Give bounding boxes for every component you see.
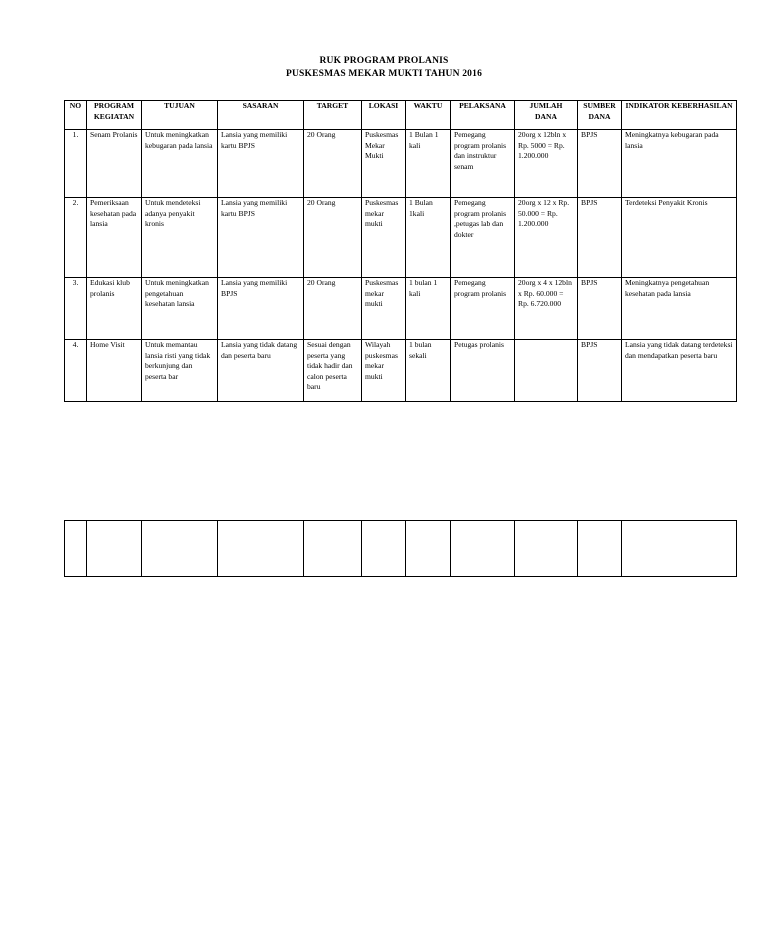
- ruk-table: [64, 100, 737, 402]
- cell-tujuan: Untuk meningkatkan pengetahuan kesehatan lansia: [142, 278, 218, 340]
- empty-cell: [304, 521, 362, 577]
- empty-cell: [87, 521, 142, 577]
- table-row: [65, 130, 737, 198]
- cell-indikator: Lansia yang tidak datang terdeteksi dan mendapatkan peserta baru: [622, 340, 737, 402]
- cell-waktu: 1 Bulan 1 kali: [406, 130, 451, 198]
- cell-sumber-dana: BPJS: [578, 198, 622, 278]
- cell-jumlah-dana: [515, 340, 578, 402]
- cell-jumlah-dana: 20org x 12 x Rp. 50.000 = Rp. 1.200.000: [515, 198, 578, 278]
- cell-sasaran: Lansia yang memiliki kartu BPJS: [218, 198, 304, 278]
- cell-tujuan: Untuk meningkatkan kebugaran pada lansia: [142, 130, 218, 198]
- cell-jumlah-dana: 20org x 12bln x Rp. 5000 = Rp. 1.200.000: [515, 130, 578, 198]
- empty-cell: [65, 521, 87, 577]
- empty-table-row: [65, 521, 737, 577]
- header-program-kegiatan: PROGRAM KEGIATAN: [87, 101, 142, 130]
- table-row: [65, 278, 737, 340]
- cell-lokasi: Puskesmas Mekar Mukti: [362, 130, 406, 198]
- header-jumlah-dana: JUMLAH DANA: [515, 101, 578, 130]
- cell-sasaran: Lansia yang memiliki kartu BPJS: [218, 130, 304, 198]
- cell-waktu: 1 bulan sekali: [406, 340, 451, 402]
- header-indikator-keberhasilan: INDIKATOR KEBERHASILAN: [622, 101, 737, 130]
- cell-lokasi: Puskesmas mekar mukti: [362, 278, 406, 340]
- header-no: NO: [65, 101, 87, 130]
- cell-program: Pemeriksaan kesehatan pada lansia: [87, 198, 142, 278]
- cell-lokasi: Wilayah puskesmas mekar mukti: [362, 340, 406, 402]
- cell-program: Home Visit: [87, 340, 142, 402]
- cell-target: Sesuai dengan peserta yang tidak hadir dan calon peserta baru: [304, 340, 362, 402]
- header-target: TARGET: [304, 101, 362, 130]
- cell-indikator: Meningkatnya kebugaran pada lansia: [622, 130, 737, 198]
- cell-sasaran: Lansia yang tidak datang dan peserta baru: [218, 340, 304, 402]
- table-row: [65, 340, 737, 402]
- cell-pelaksana: Pemegang program prolanis dan instruktur senam: [451, 130, 515, 198]
- cell-no: 3.: [65, 278, 87, 340]
- empty-cell: [515, 521, 578, 577]
- cell-lokasi: Puskesmas mekar mukti: [362, 198, 406, 278]
- cell-waktu: 1 Bulan 1kali: [406, 198, 451, 278]
- document-title: RUK PROGRAM PROLANIS: [319, 56, 449, 66]
- empty-cell: [451, 521, 515, 577]
- cell-pelaksana: Pemegang program prolanis: [451, 278, 515, 340]
- empty-cell: [578, 521, 622, 577]
- cell-jumlah-dana: 20org x 4 x 12bln x Rp. 60.000 = Rp. 6.720.000: [515, 278, 578, 340]
- cell-tujuan: Untuk mendeteksi adanya penyakit kronis: [142, 198, 218, 278]
- cell-sumber-dana: BPJS: [578, 130, 622, 198]
- table-row: [65, 198, 737, 278]
- empty-cell: [362, 521, 406, 577]
- cell-no: 1.: [65, 130, 87, 198]
- cell-pelaksana: Pemegang program prolanis ,petugas lab dan dokter: [451, 198, 515, 278]
- cell-indikator: Meningkatnya pengetahuan kesehatan pada lansia: [622, 278, 737, 340]
- empty-cell: [142, 521, 218, 577]
- cell-indikator: Terdeteksi Penyakit Kronis: [622, 198, 737, 278]
- cell-target: 20 Orang: [304, 278, 362, 340]
- empty-cell: [218, 521, 304, 577]
- cell-pelaksana: Petugas prolanis: [451, 340, 515, 402]
- header-tujuan: TUJUAN: [142, 101, 218, 130]
- empty-cell: [406, 521, 451, 577]
- header-sumber-dana: SUMBER DANA: [578, 101, 622, 130]
- cell-target: 20 Orang: [304, 198, 362, 278]
- header-pelaksana: PELAKSANA: [451, 101, 515, 130]
- document-subtitle: PUSKESMAS MEKAR MUKTI TAHUN 2016: [285, 69, 483, 79]
- cell-waktu: 1 bulan 1 kali: [406, 278, 451, 340]
- empty-table: [64, 520, 737, 577]
- cell-sasaran: Lansia yang memiliki BPJS: [218, 278, 304, 340]
- header-sasaran: SASARAN: [218, 101, 304, 130]
- table-header-row: [65, 101, 737, 130]
- cell-target: 20 Orang: [304, 130, 362, 198]
- cell-tujuan: Untuk memantau lansia risti yang tidak berkunjung dan peserta bar: [142, 340, 218, 402]
- cell-program: Senam Prolanis: [87, 130, 142, 198]
- cell-no: 2.: [65, 198, 87, 278]
- cell-sumber-dana: BPJS: [578, 340, 622, 402]
- header-waktu: WAKTU: [406, 101, 451, 130]
- cell-sumber-dana: BPJS: [578, 278, 622, 340]
- cell-no: 4.: [65, 340, 87, 402]
- cell-program: Edukasi klub prolanis: [87, 278, 142, 340]
- empty-cell: [622, 521, 737, 577]
- header-lokasi: LOKASI: [362, 101, 406, 130]
